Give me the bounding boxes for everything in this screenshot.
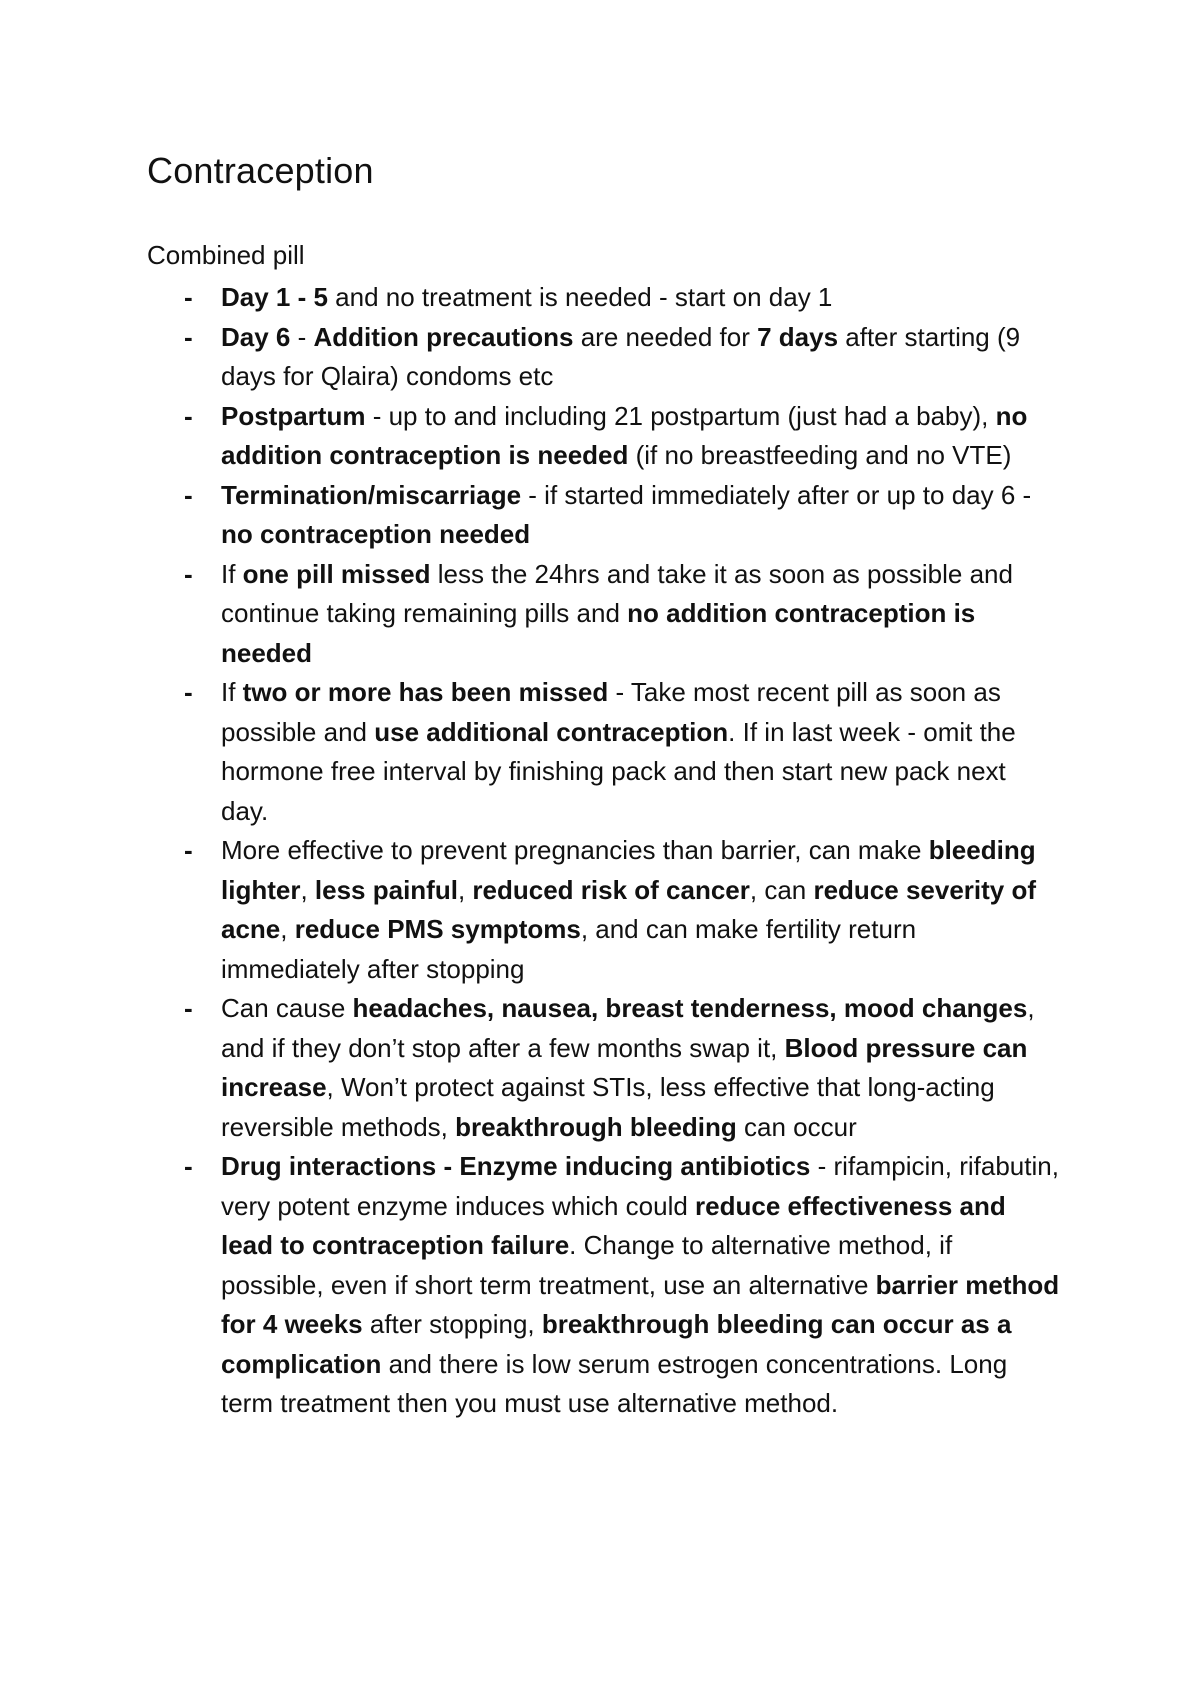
bold-text: breakthrough bleeding can occur as a complication bbox=[221, 1309, 1012, 1379]
list-item bbox=[0, 318, 1200, 397]
body-text: More effective to prevent pregnancies than barrier, can make bbox=[221, 835, 929, 865]
bold-text: Day 1 - 5 bbox=[221, 282, 328, 312]
body-text: , bbox=[280, 914, 295, 944]
bold-text: headaches, nausea, breast tenderness, mood changes bbox=[352, 993, 1028, 1023]
bold-text: Postpartum bbox=[221, 400, 366, 431]
list-item bbox=[0, 673, 1200, 831]
bold-text: Drug interactions - Enzyme inducing antibiotics bbox=[221, 1151, 811, 1181]
body-text: . If in last week - omit the hormone free interval by finishing pack and then start new pack next day. bbox=[221, 716, 1016, 826]
bullet-dash: - bbox=[184, 282, 193, 312]
body-text: - Take most recent pill as soon as possible and bbox=[221, 677, 1001, 747]
list-item bbox=[0, 397, 1200, 476]
bullet-dash: - bbox=[184, 400, 193, 431]
bullet-dash: - bbox=[184, 321, 193, 352]
body-text: and no treatment is needed - start on day 1 bbox=[327, 282, 833, 312]
bold-text: no contraception needed bbox=[221, 519, 531, 549]
bold-text: reduced risk of cancer bbox=[472, 874, 750, 905]
bold-text: bleeding lighter bbox=[221, 835, 1036, 905]
body-text: can occur bbox=[736, 1111, 857, 1142]
bold-text: reduce severity of acne bbox=[221, 874, 1037, 944]
bold-text: use additional contraception bbox=[374, 716, 729, 747]
page-title: Contraception bbox=[147, 150, 374, 191]
list-item bbox=[0, 989, 1200, 1147]
bold-text: Day 6 bbox=[221, 321, 291, 352]
bold-text: 7 days bbox=[757, 321, 839, 352]
bold-text: Termination/miscarriage bbox=[221, 479, 522, 510]
bold-text: reduce PMS symptoms bbox=[294, 914, 581, 944]
bullet-dash: - bbox=[184, 558, 193, 589]
section-heading: Combined pill bbox=[147, 240, 305, 270]
body-text: , and can make fertility return immediately after stopping bbox=[221, 914, 917, 984]
body-text: are needed for bbox=[573, 321, 758, 352]
body-text: - up to and including 21 postpartum (just had a baby), bbox=[365, 400, 996, 431]
bullet-dash: - bbox=[184, 993, 193, 1023]
body-text: and there is low serum estrogen concentrations. Long term treatment then you must use alternative method. bbox=[221, 1348, 1008, 1418]
body-text: , can bbox=[749, 874, 814, 905]
body-text: (if no breastfeeding and no VTE) bbox=[628, 440, 1012, 470]
bold-text: no addition contraception is needed bbox=[221, 598, 976, 668]
body-text: Can cause bbox=[221, 993, 353, 1023]
bold-text: Blood pressure can increase bbox=[221, 1032, 1028, 1102]
bold-text: no addition contraception is needed bbox=[221, 400, 1028, 470]
bullet-dash: - bbox=[184, 835, 193, 865]
bullet-dash: - bbox=[184, 479, 193, 510]
body-text: , bbox=[457, 874, 473, 905]
body-text: , bbox=[300, 874, 315, 905]
body-text: , Won’t protect against STIs, less effective that long-acting reversible methods, bbox=[221, 1072, 995, 1142]
body-text: after stopping, bbox=[362, 1309, 542, 1339]
list-item bbox=[0, 1147, 1200, 1424]
bold-text: barrier method for 4 weeks bbox=[221, 1269, 1060, 1339]
body-text: - if started immediately after or up to day 6 - bbox=[521, 479, 1032, 510]
bullet-dash: - bbox=[184, 1151, 193, 1181]
bold-text: breakthrough bleeding bbox=[455, 1111, 737, 1142]
body-text: If bbox=[221, 677, 243, 707]
body-text: - rifampicin, rifabutin, very potent enzyme induces which could bbox=[221, 1151, 1059, 1221]
list-item bbox=[0, 278, 1200, 318]
body-text: less the 24hrs and take it as soon as possible and continue taking remaining pills and bbox=[221, 558, 1013, 628]
body-text: - bbox=[290, 321, 314, 352]
list-item bbox=[0, 476, 1200, 555]
body-text: If bbox=[221, 558, 243, 589]
bullet-dash: - bbox=[184, 677, 193, 707]
bold-text: two or more has been missed bbox=[242, 677, 609, 707]
bold-text: one pill missed bbox=[242, 558, 431, 589]
bold-text: less painful bbox=[314, 874, 458, 905]
body-text: after starting (9 days for Qlaira) condoms etc bbox=[221, 321, 1021, 391]
bullet-list bbox=[0, 278, 1200, 1424]
list-item bbox=[0, 831, 1200, 989]
bold-text: reduce effectiveness and lead to contraception failure bbox=[221, 1190, 1006, 1260]
list-item bbox=[0, 555, 1200, 674]
body-text: , and if they don’t stop after a few months swap it, bbox=[221, 993, 1035, 1063]
body-text: . Change to alternative method, if possible, even if short term treatment, use an alternative bbox=[221, 1230, 953, 1300]
bold-text: Addition precautions bbox=[313, 321, 574, 352]
